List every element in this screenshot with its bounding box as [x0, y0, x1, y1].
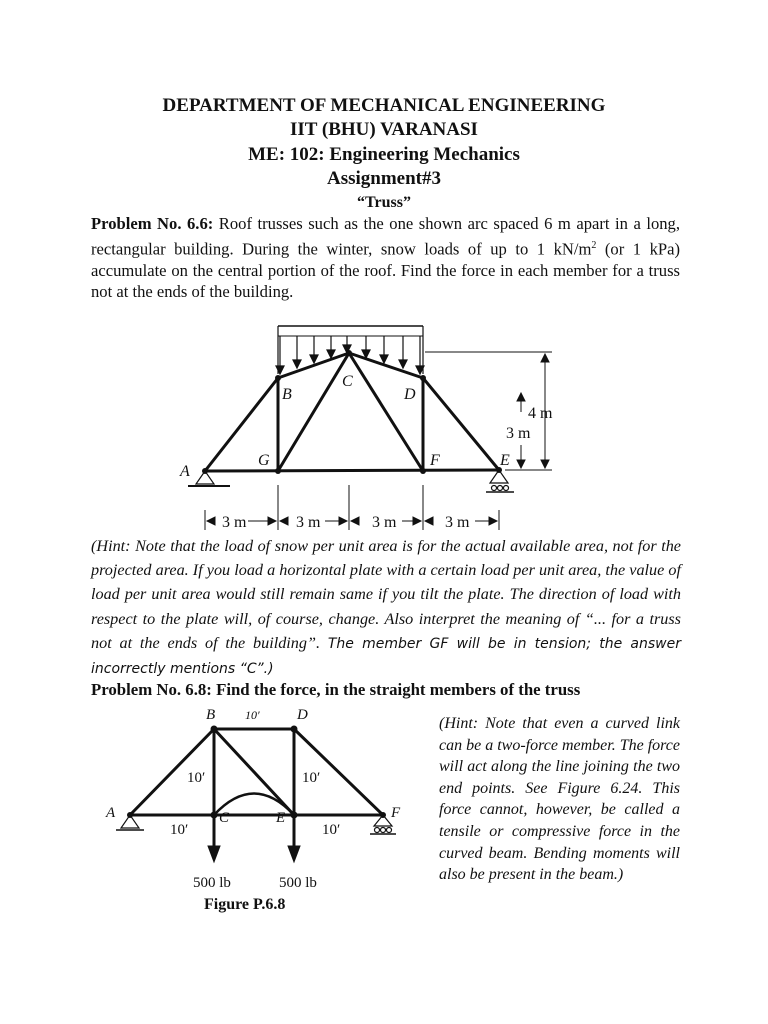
p68-node-a-label: A — [106, 805, 116, 821]
left-height-label: 10′ — [187, 770, 206, 786]
problem-6-8-title: Problem No. 6.8: Find the force, in the straight members of the truss — [91, 680, 581, 699]
unit-superscript: 2 — [591, 239, 597, 251]
p68-node-c-label: C — [219, 810, 230, 826]
load-e-label: 500 lb — [279, 875, 317, 891]
topic-title: “Truss” — [357, 194, 411, 211]
p68-node-d-label: D — [297, 707, 308, 723]
department-title: DEPARTMENT OF MECHANICAL ENGINEERING — [162, 95, 606, 116]
truss-p68-figure — [100, 700, 420, 920]
p68-node-f-label: F — [391, 805, 401, 821]
span-label-3: 3 m — [372, 514, 397, 531]
problem-6-6-hint — [91, 534, 681, 681]
node-g-label: G — [258, 452, 270, 469]
institute-title: IIT (BHU) VARANASI — [290, 119, 478, 140]
hint-tail: The member GF will be in tension; the answer incorrectly mentions “C”.) — [91, 635, 681, 678]
roof-truss-figure — [170, 318, 560, 540]
top-dim-label: 10′ — [245, 708, 260, 722]
node-f-label: F — [430, 452, 440, 469]
p68-node-b-label: B — [206, 707, 216, 723]
problem-6-6-text-b: (or 1 kPa) accumulate on the central portion of the roof. Find the force in each member for a truss not at the ends of the building. — [91, 239, 680, 302]
node-c-label: C — [342, 373, 353, 390]
p68-node-e-label: E — [276, 810, 286, 826]
height-label: 4 m — [528, 405, 553, 422]
node-d-label: D — [404, 386, 416, 403]
span-label-1: 3 m — [222, 514, 247, 531]
problem-6-6-text-a: Roof trusses such as the one shown arc spaced 6 m apart in a long, rectangular building. During the winter, snow loads of up to 1 kN/m — [91, 214, 680, 259]
node-b-label: B — [282, 386, 292, 403]
right-height-label: 10′ — [302, 770, 321, 786]
bottom-left-dim-label: 10′ — [170, 822, 189, 838]
bottom-right-dim-label: 10′ — [322, 822, 341, 838]
problem-6-6-text — [91, 213, 680, 303]
span-label-2: 3 m — [296, 514, 321, 531]
node-a-label: A — [180, 463, 190, 480]
course-title: ME: 102: Engineering Mechanics — [248, 144, 520, 165]
node-e-label: E — [500, 452, 510, 469]
assignment-title: Assignment#3 — [326, 168, 441, 189]
span-label-4: 3 m — [445, 514, 470, 531]
side-label: 3 m — [506, 425, 531, 442]
problem-6-8-hint: (Hint: Note that even a curved link can be a two-force member. The force will act along the line joining the two end points. See Figure 6.24. This force cannot, however, be called a tensile or compressive force in the curved beam. Bending moments will also be present in the beam.) — [439, 715, 680, 884]
hint-main: (Hint: Note that the load of snow per unit area is for the actual available area, not for the projected area. If you load a horizontal plate with a certain load per unit area, the value of load per unit area would still remain same if you tilt the plate. The direction of load with respect to the plate will, of course, change. Also interpret the meaning of “... for a truss not at the ends of the building”. — [91, 537, 681, 652]
problem-6-6-label: Problem No. 6.6: — [91, 214, 214, 233]
load-c-label: 500 lb — [193, 875, 231, 891]
figure-caption: Figure P.6.8 — [204, 896, 286, 913]
